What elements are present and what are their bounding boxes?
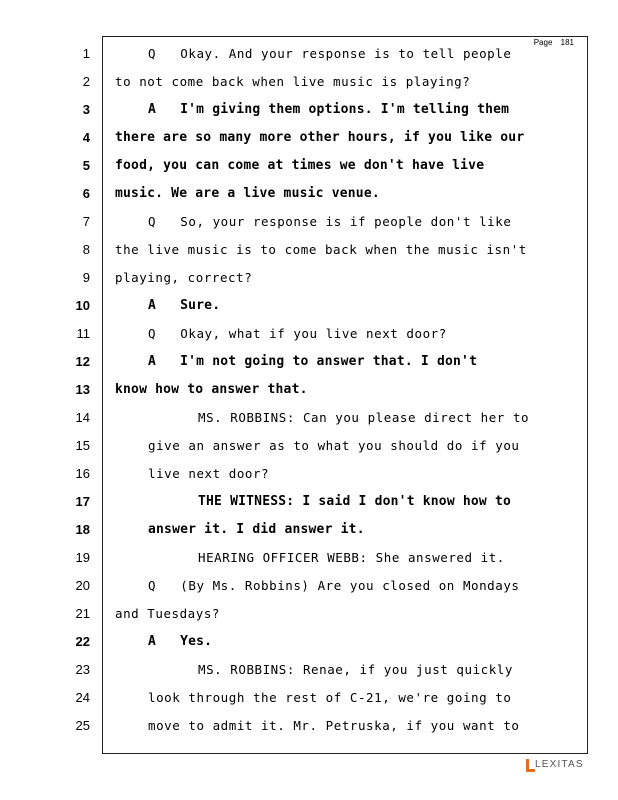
- line-text: live next door?: [148, 466, 270, 481]
- transcript-line: [0, 355, 618, 383]
- transcript-line: [0, 383, 618, 411]
- line-number: 3: [82, 102, 90, 117]
- transcript-line: [0, 103, 618, 131]
- line-number: 16: [75, 466, 90, 481]
- line-text: MS. ROBBINS: Can you please direct her to: [198, 410, 530, 425]
- line-text: Q Okay. And your response is to tell people: [148, 46, 512, 61]
- transcript-line: [0, 719, 618, 747]
- line-text: THE WITNESS: I said I don't know how to: [198, 494, 512, 509]
- line-text: HEARING OFFICER WEBB: She answered it.: [198, 550, 505, 565]
- line-text: know how to answer that.: [115, 382, 308, 397]
- line-number: 22: [75, 634, 90, 649]
- transcript-line: [0, 579, 618, 607]
- line-number: 10: [75, 298, 90, 313]
- line-number: 21: [75, 606, 90, 621]
- line-number: 2: [82, 74, 90, 89]
- line-text: music. We are a live music venue.: [115, 186, 380, 201]
- line-number: 6: [82, 186, 90, 201]
- transcript-line: [0, 467, 618, 495]
- line-text: answer it. I did answer it.: [148, 522, 365, 537]
- transcript-line: [0, 411, 618, 439]
- page-number: [534, 38, 574, 47]
- line-number: 19: [75, 550, 90, 565]
- line-text: Q Okay, what if you live next door?: [148, 326, 447, 341]
- line-text: give an answer as to what you should do if you: [148, 438, 520, 453]
- line-number: 17: [75, 494, 90, 509]
- line-number: 5: [82, 158, 90, 173]
- transcript-line: [0, 131, 618, 159]
- transcript-line: [0, 187, 618, 215]
- line-text: look through the rest of C-21, we're going to: [148, 690, 512, 705]
- transcript-line: [0, 607, 618, 635]
- line-text: A Sure.: [148, 298, 221, 313]
- transcript-line: [0, 327, 618, 355]
- line-number: 20: [75, 578, 90, 593]
- transcript-line: [0, 691, 618, 719]
- transcript-line: [0, 159, 618, 187]
- line-text: and Tuesdays?: [115, 606, 220, 621]
- line-number: 12: [75, 354, 90, 369]
- line-text: A I'm giving them options. I'm telling them: [148, 102, 510, 117]
- line-text: A Yes.: [148, 634, 213, 649]
- line-number: 9: [82, 270, 90, 285]
- line-text: A I'm not going to answer that. I don't: [148, 354, 478, 369]
- line-number: 13: [75, 382, 90, 397]
- transcript-line: [0, 551, 618, 579]
- lexitas-logo-text: LEXITAS: [535, 759, 584, 770]
- transcript-line: [0, 663, 618, 691]
- line-text: MS. ROBBINS: Renae, if you just quickly: [198, 662, 513, 677]
- transcript-line: [0, 299, 618, 327]
- transcript-line: [0, 495, 618, 523]
- line-text: there are so many more other hours, if you like our: [115, 130, 525, 145]
- line-text: playing, correct?: [115, 270, 253, 285]
- line-text: food, you can come at times we don't have live: [115, 158, 485, 173]
- line-text: the live music is to come back when the music isn't: [115, 242, 527, 257]
- line-number: 15: [75, 438, 90, 453]
- line-text: to not come back when live music is playing?: [115, 74, 471, 89]
- line-number: 18: [75, 522, 90, 537]
- transcript-line: [0, 243, 618, 271]
- transcript-line: [0, 271, 618, 299]
- line-text: Q So, your response is if people don't like: [148, 214, 512, 229]
- line-number: 4: [82, 130, 90, 145]
- line-number: 8: [82, 242, 90, 257]
- transcript-line: [0, 439, 618, 467]
- line-number: 23: [75, 662, 90, 677]
- lexitas-logo: [524, 758, 594, 776]
- transcript-line: [0, 215, 618, 243]
- page-number-value: 181: [560, 38, 574, 47]
- line-number: 7: [82, 214, 90, 229]
- page-label: Page: [533, 38, 553, 47]
- line-number: 1: [82, 46, 90, 61]
- line-number: 11: [76, 326, 90, 341]
- line-text: Q (By Ms. Robbins) Are you closed on Mondays: [148, 578, 520, 593]
- transcript-line: [0, 75, 618, 103]
- line-number: 24: [75, 690, 90, 705]
- line-text: move to admit it. Mr. Petruska, if you want to: [148, 718, 520, 733]
- transcript-line: [0, 47, 618, 75]
- line-number: 25: [75, 718, 90, 733]
- transcript-line: [0, 635, 618, 663]
- line-number: 14: [75, 410, 90, 425]
- transcript-line: [0, 523, 618, 551]
